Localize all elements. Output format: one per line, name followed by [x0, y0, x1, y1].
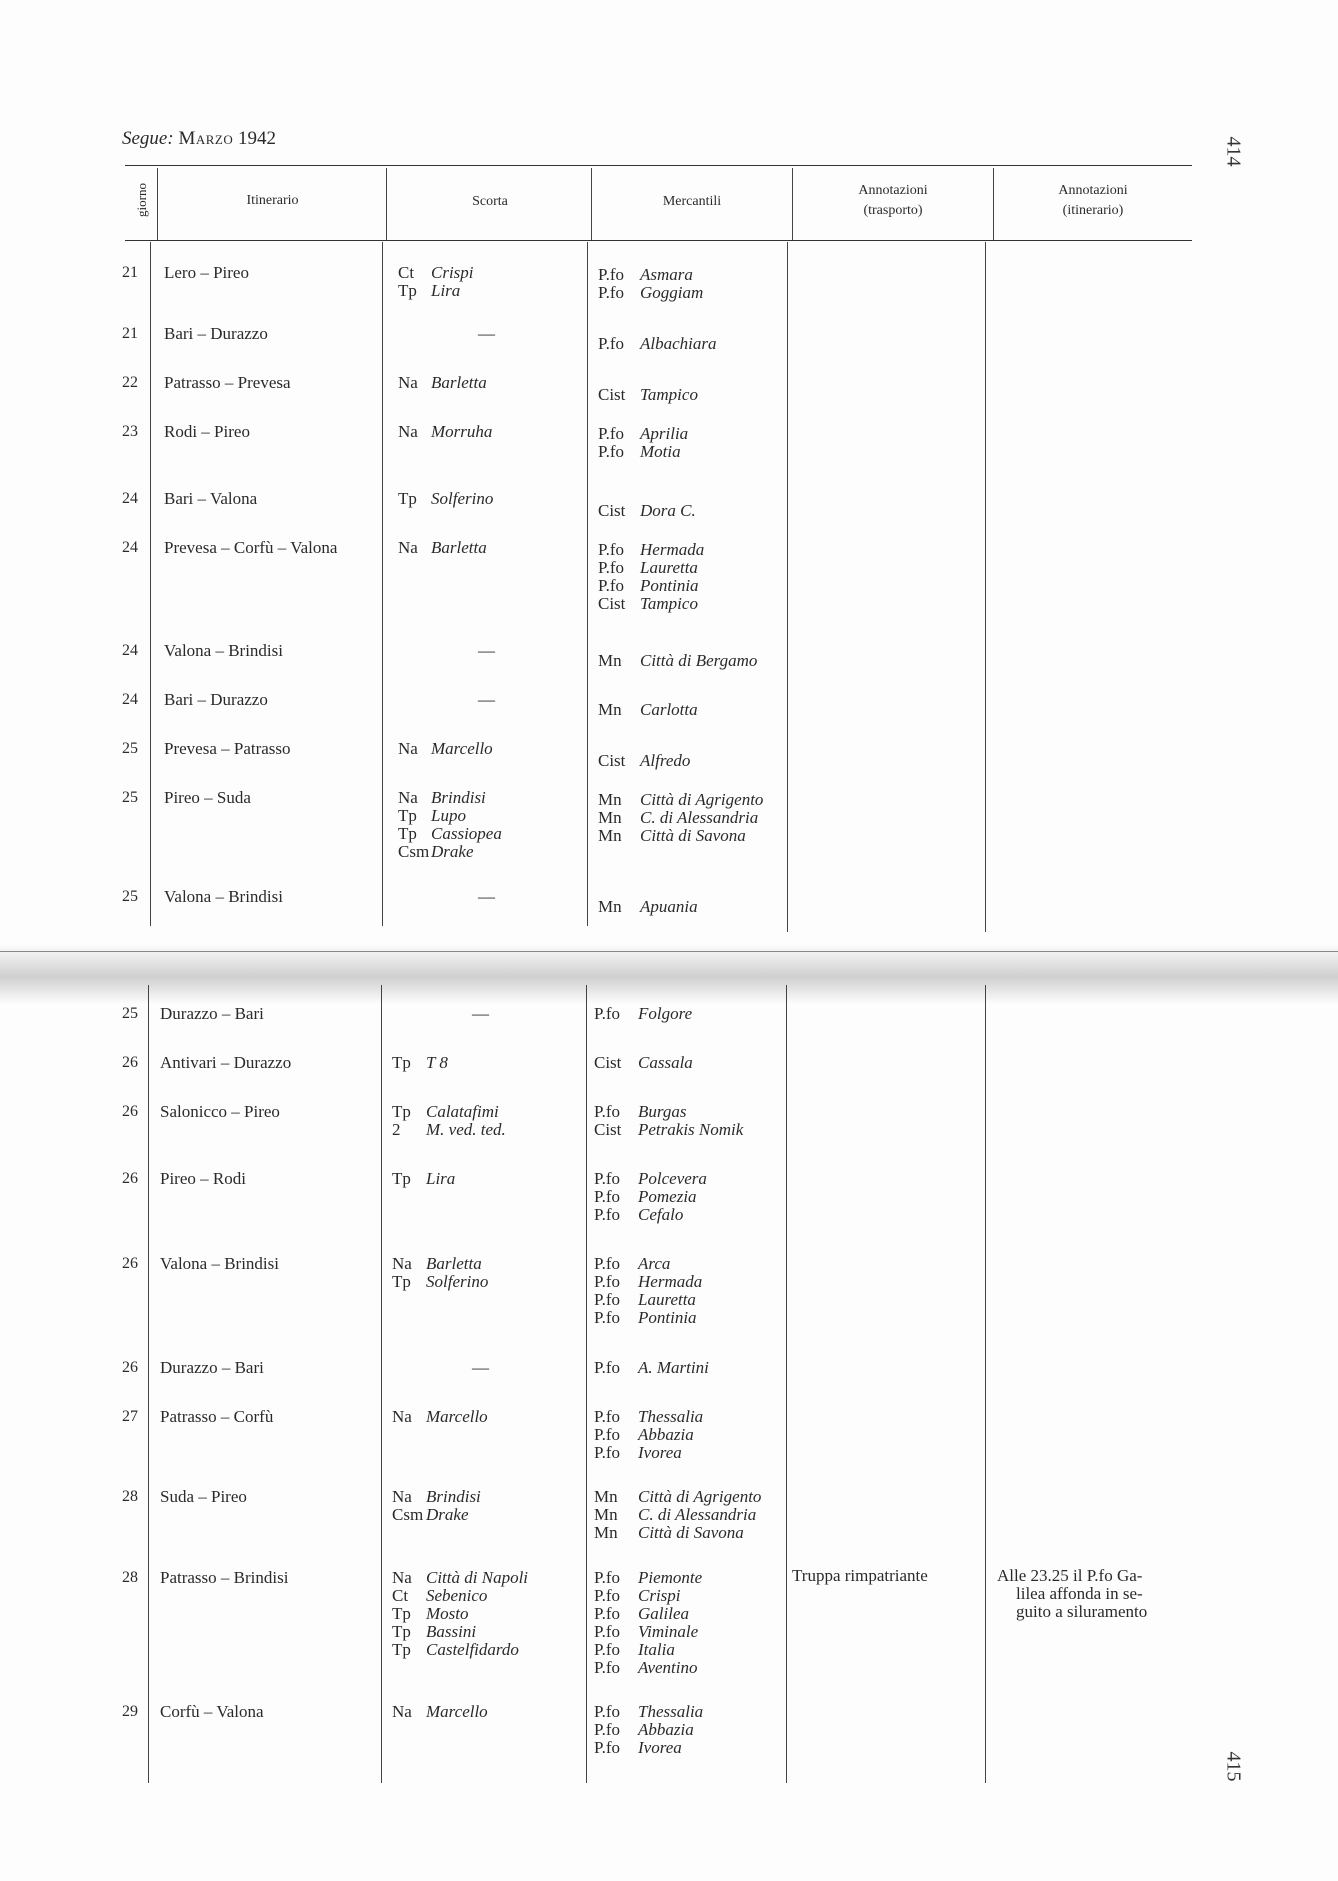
- escort-name: Sebenico: [426, 1586, 488, 1605]
- row-route: Bari – Valona: [164, 489, 258, 508]
- escort-name: Bassini: [426, 1622, 477, 1641]
- merchant-type: Mn: [598, 651, 622, 670]
- merchant-type: Cist: [598, 594, 626, 613]
- merchant-type: P.fo: [594, 1254, 620, 1273]
- note-trasporto: Truppa rimpatriante: [792, 1566, 928, 1585]
- merchant-type: Mn: [598, 700, 622, 719]
- escort-type: Na: [398, 422, 418, 441]
- header-prefix: Segue:: [122, 128, 174, 149]
- row-route: Patrasso – Prevesa: [164, 373, 291, 392]
- merchant-name: Petrakis Nomik: [638, 1120, 744, 1139]
- merchant-name: Carlotta: [640, 700, 698, 719]
- row-day: 22: [122, 374, 138, 391]
- header-divider-4: [792, 168, 793, 240]
- column-header-annotazioni-trasporto-line1: Annotazioni: [858, 183, 928, 198]
- escort-type: Na: [392, 1702, 412, 1721]
- merchant-type: P.fo: [594, 1187, 620, 1206]
- escort-type: Tp: [398, 281, 417, 300]
- escort-name: Castelfidardo: [426, 1640, 519, 1659]
- merchant-type: Cist: [594, 1120, 622, 1139]
- escort-type: Tp: [392, 1640, 411, 1659]
- merchant-type: P.fo: [594, 1702, 620, 1721]
- row-day: 26: [122, 1170, 138, 1187]
- merchant-name: C. di Alessandria: [638, 1505, 757, 1524]
- merchant-type: P.fo: [594, 1738, 620, 1757]
- merchant-type: P.fo: [594, 1720, 620, 1739]
- merchant-type: P.fo: [598, 576, 624, 595]
- column-header-giorno: giorno: [134, 183, 149, 217]
- escort-type: Tp: [398, 824, 417, 843]
- merchant-name: Abbazia: [638, 1720, 694, 1739]
- top-divider-1: [150, 242, 151, 926]
- row-route: Bari – Durazzo: [164, 324, 268, 343]
- row-day: 25: [122, 1005, 138, 1022]
- merchant-name: Aventino: [638, 1658, 698, 1677]
- escort-type: Ct: [392, 1586, 409, 1605]
- row-day: 26: [122, 1054, 138, 1071]
- row-route: Pireo – Suda: [164, 788, 251, 807]
- escort-name: Lira: [426, 1169, 456, 1188]
- row-day: 25: [122, 740, 138, 757]
- merchant-type: P.fo: [598, 334, 624, 353]
- header-top-rule: [125, 165, 1192, 166]
- note-itinerario-line: Alle 23.25 il P.fo Ga-: [997, 1566, 1143, 1585]
- header-divider-1: [157, 168, 158, 240]
- merchant-type: P.fo: [594, 1568, 620, 1587]
- merchant-name: Cassala: [638, 1053, 693, 1072]
- note-itinerario-line: guito a siluramento: [1016, 1602, 1148, 1621]
- merchant-type: P.fo: [594, 1308, 620, 1327]
- merchant-name: Città di Savona: [640, 826, 746, 845]
- row-route: Patrasso – Brindisi: [160, 1568, 289, 1587]
- note-itinerario-line: lilea affonda in se-: [1016, 1584, 1143, 1603]
- escort-name: Drake: [426, 1505, 469, 1524]
- merchant-name: Tampico: [640, 385, 698, 404]
- escort-name: Cassiopea: [431, 824, 502, 843]
- merchant-name: Viminale: [638, 1622, 699, 1641]
- row-route: Rodi – Pireo: [164, 422, 250, 441]
- bottom-divider-2: [381, 985, 382, 1783]
- merchant-name: Piemonte: [638, 1568, 703, 1587]
- merchant-type: P.fo: [594, 1658, 620, 1677]
- merchant-name: Ivorea: [638, 1443, 682, 1462]
- row-day: 27: [122, 1408, 138, 1425]
- escort-name: Brindisi: [426, 1487, 481, 1506]
- row-day: 24: [122, 490, 138, 507]
- escort-type: Csm: [398, 842, 430, 861]
- row-route: Prevesa – Corfù – Valona: [164, 538, 338, 557]
- merchant-name: Thessalia: [638, 1407, 704, 1426]
- escort-type: Csm: [392, 1505, 424, 1524]
- merchant-type: P.fo: [594, 1272, 620, 1291]
- merchant-type: Cist: [598, 751, 626, 770]
- header-bottom-rule: [125, 240, 1192, 241]
- merchant-name: A. Martini: [638, 1358, 709, 1377]
- merchant-type: P.fo: [598, 283, 624, 302]
- row-route: Corfù – Valona: [160, 1702, 264, 1721]
- header-month: Marzo: [178, 128, 234, 149]
- escort-name: Brindisi: [431, 788, 486, 807]
- row-route: Pireo – Rodi: [160, 1169, 246, 1188]
- merchant-name: Lauretta: [638, 1290, 696, 1309]
- escort-type: Tp: [392, 1604, 411, 1623]
- merchant-name: Thessalia: [638, 1702, 704, 1721]
- row-route: Valona – Brindisi: [160, 1254, 279, 1273]
- row-day: 25: [122, 789, 138, 806]
- escort-name: T 8: [426, 1053, 448, 1072]
- escort-name: Marcello: [431, 739, 493, 758]
- escort-name: Mosto: [426, 1604, 469, 1623]
- page-number-top: 414: [1222, 136, 1245, 167]
- row-day: 21: [122, 325, 138, 342]
- column-header-annotazioni-trasporto: [793, 181, 993, 221]
- merchant-type: Mn: [598, 808, 622, 827]
- merchant-name: Città di Agrigento: [638, 1487, 762, 1506]
- merchant-type: P.fo: [594, 1169, 620, 1188]
- merchant-name: Lauretta: [640, 558, 698, 577]
- escort-type: Na: [398, 739, 418, 758]
- merchant-type: Mn: [598, 897, 622, 916]
- escort-name: Crispi: [431, 263, 474, 282]
- escort-name: Barletta: [431, 373, 487, 392]
- merchant-type: P.fo: [594, 1004, 620, 1023]
- merchant-name: Goggiam: [640, 283, 704, 302]
- merchant-type: P.fo: [598, 265, 624, 284]
- merchant-name: Galilea: [638, 1604, 689, 1623]
- top-divider-2: [382, 242, 383, 926]
- escort-type: Na: [392, 1254, 412, 1273]
- escort-type: Tp: [392, 1622, 411, 1641]
- row-route: Bari – Durazzo: [164, 690, 268, 709]
- merchant-name: Albachiara: [640, 334, 717, 353]
- merchant-name: Dora C.: [640, 501, 696, 520]
- escort-name: Morruha: [431, 422, 493, 441]
- merchant-type: Mn: [594, 1505, 618, 1524]
- row-escort-dash: —: [478, 690, 495, 709]
- row-route: Durazzo – Bari: [160, 1004, 264, 1023]
- top-divider-5: [985, 242, 986, 932]
- row-day: 23: [122, 423, 138, 440]
- merchant-type: P.fo: [594, 1640, 620, 1659]
- row-day: 24: [122, 691, 138, 708]
- row-escort-dash: —: [478, 641, 495, 660]
- merchant-name: C. di Alessandria: [640, 808, 759, 827]
- merchant-type: Cist: [598, 385, 626, 404]
- escort-name: Solferino: [431, 489, 494, 508]
- merchant-type: P.fo: [598, 442, 624, 461]
- row-route: Lero – Pireo: [164, 263, 249, 282]
- row-escort-dash: —: [472, 1004, 489, 1023]
- merchant-name: Ivorea: [638, 1738, 682, 1757]
- row-route: Durazzo – Bari: [160, 1358, 264, 1377]
- row-day: 25: [122, 888, 138, 905]
- escort-name: Lupo: [431, 806, 466, 825]
- escort-name: Barletta: [426, 1254, 482, 1273]
- merchant-name: Pomezia: [638, 1187, 697, 1206]
- row-day: 26: [122, 1359, 138, 1376]
- merchant-type: P.fo: [594, 1358, 620, 1377]
- row-day: 26: [122, 1255, 138, 1272]
- escort-type: Tp: [398, 489, 417, 508]
- merchant-type: Mn: [598, 826, 622, 845]
- row-day: 24: [122, 539, 138, 556]
- row-route: Salonicco – Pireo: [160, 1102, 280, 1121]
- escort-name: Marcello: [426, 1702, 488, 1721]
- merchant-name: Hermada: [640, 540, 705, 559]
- merchant-type: P.fo: [594, 1290, 620, 1309]
- page-fold-line: [0, 951, 1338, 952]
- merchant-type: Cist: [594, 1053, 622, 1072]
- merchant-name: Polcevera: [638, 1169, 707, 1188]
- merchant-name: Città di Bergamo: [640, 651, 758, 670]
- column-header-annotazioni-itinerario-line1: Annotazioni: [1058, 183, 1128, 198]
- merchant-name: Alfredo: [640, 751, 691, 770]
- escort-type: Tp: [392, 1053, 411, 1072]
- escort-type: Na: [398, 788, 418, 807]
- bottom-divider-4: [786, 985, 787, 1783]
- escort-type: Tp: [398, 806, 417, 825]
- merchant-name: Cefalo: [638, 1205, 684, 1224]
- column-header-annotazioni-itinerario-line2: (itinerario): [1062, 203, 1124, 218]
- merchant-name: Crispi: [638, 1586, 681, 1605]
- row-route: Valona – Brindisi: [164, 641, 283, 660]
- top-divider-3: [587, 242, 588, 926]
- page-fold: [0, 944, 1338, 1004]
- escort-name: Drake: [431, 842, 474, 861]
- row-escort-dash: —: [472, 1358, 489, 1377]
- row-route: Antivari – Durazzo: [160, 1053, 292, 1072]
- escort-type: 2: [392, 1120, 401, 1139]
- merchant-name: Abbazia: [638, 1425, 694, 1444]
- merchant-name: Burgas: [638, 1102, 687, 1121]
- top-divider-4: [787, 242, 788, 932]
- merchant-name: Tampico: [640, 594, 698, 613]
- merchant-type: P.fo: [594, 1425, 620, 1444]
- merchant-name: Hermada: [638, 1272, 703, 1291]
- row-day: 28: [122, 1569, 138, 1586]
- escort-name: Città di Napoli: [426, 1568, 529, 1587]
- column-header-mercantili: Mercantili: [662, 194, 722, 209]
- merchant-name: Città di Agrigento: [640, 790, 764, 809]
- merchant-type: P.fo: [594, 1622, 620, 1641]
- merchant-type: Cist: [598, 501, 626, 520]
- row-route: Valona – Brindisi: [164, 887, 283, 906]
- page-number-bottom: 415: [1222, 1751, 1245, 1782]
- escort-type: Ct: [398, 263, 415, 282]
- merchant-name: Folgore: [638, 1004, 693, 1023]
- merchant-type: P.fo: [594, 1586, 620, 1605]
- escort-type: Na: [392, 1568, 412, 1587]
- merchant-type: P.fo: [594, 1205, 620, 1224]
- escort-type: Na: [398, 538, 418, 557]
- escort-type: Tp: [392, 1272, 411, 1291]
- row-escort-dash: —: [478, 324, 495, 343]
- merchant-name: Pontinia: [640, 576, 699, 595]
- escort-type: Na: [392, 1487, 412, 1506]
- row-route: Suda – Pireo: [160, 1487, 247, 1506]
- header-year: 1942: [238, 128, 276, 149]
- bottom-divider-5: [985, 985, 986, 1783]
- merchant-type: Mn: [594, 1487, 618, 1506]
- column-header-scorta: Scorta: [472, 194, 508, 209]
- escort-name: Barletta: [431, 538, 487, 557]
- row-escort-dash: —: [478, 887, 495, 906]
- row-day: 28: [122, 1488, 138, 1505]
- merchant-type: P.fo: [594, 1604, 620, 1623]
- escort-type: Na: [392, 1407, 412, 1426]
- header-divider-2: [386, 168, 387, 240]
- merchant-type: Mn: [598, 790, 622, 809]
- escort-name: M. ved. ted.: [426, 1120, 506, 1139]
- header-divider-5: [993, 168, 994, 240]
- row-route: Prevesa – Patrasso: [164, 739, 291, 758]
- escort-name: Lira: [431, 281, 461, 300]
- escort-name: Calatafimi: [426, 1102, 499, 1121]
- column-header-annotazioni-trasporto-line2: (trasporto): [863, 203, 923, 218]
- merchant-type: P.fo: [594, 1407, 620, 1426]
- bottom-divider-1: [148, 985, 149, 1783]
- escort-name: Marcello: [426, 1407, 488, 1426]
- merchant-name: Aprilia: [640, 424, 689, 443]
- row-day: 29: [122, 1703, 138, 1720]
- escort-name: Solferino: [426, 1272, 489, 1291]
- merchant-type: P.fo: [598, 424, 624, 443]
- merchant-type: P.fo: [594, 1102, 620, 1121]
- row-day: 26: [122, 1103, 138, 1120]
- escort-type: Tp: [392, 1169, 411, 1188]
- page-header: [122, 128, 276, 150]
- escort-type: Na: [398, 373, 418, 392]
- merchant-name: Città di Savona: [638, 1523, 744, 1542]
- row-day: 24: [122, 642, 138, 659]
- merchant-type: P.fo: [594, 1443, 620, 1462]
- row-route: Patrasso – Corfù: [160, 1407, 274, 1426]
- row-day: 21: [122, 264, 138, 281]
- column-header-itinerario: Itinerario: [246, 193, 299, 208]
- merchant-name: Apuania: [640, 897, 698, 916]
- merchant-type: Mn: [594, 1523, 618, 1542]
- column-header-annotazioni-itinerario: [994, 181, 1192, 221]
- merchant-type: P.fo: [598, 558, 624, 577]
- merchant-name: Asmara: [640, 265, 693, 284]
- bottom-divider-3: [586, 985, 587, 1783]
- header-divider-3: [591, 168, 592, 240]
- merchant-name: Italia: [638, 1640, 675, 1659]
- escort-type: Tp: [392, 1102, 411, 1121]
- merchant-name: Arca: [638, 1254, 671, 1273]
- merchant-name: Motia: [640, 442, 681, 461]
- merchant-name: Pontinia: [638, 1308, 697, 1327]
- merchant-type: P.fo: [598, 540, 624, 559]
